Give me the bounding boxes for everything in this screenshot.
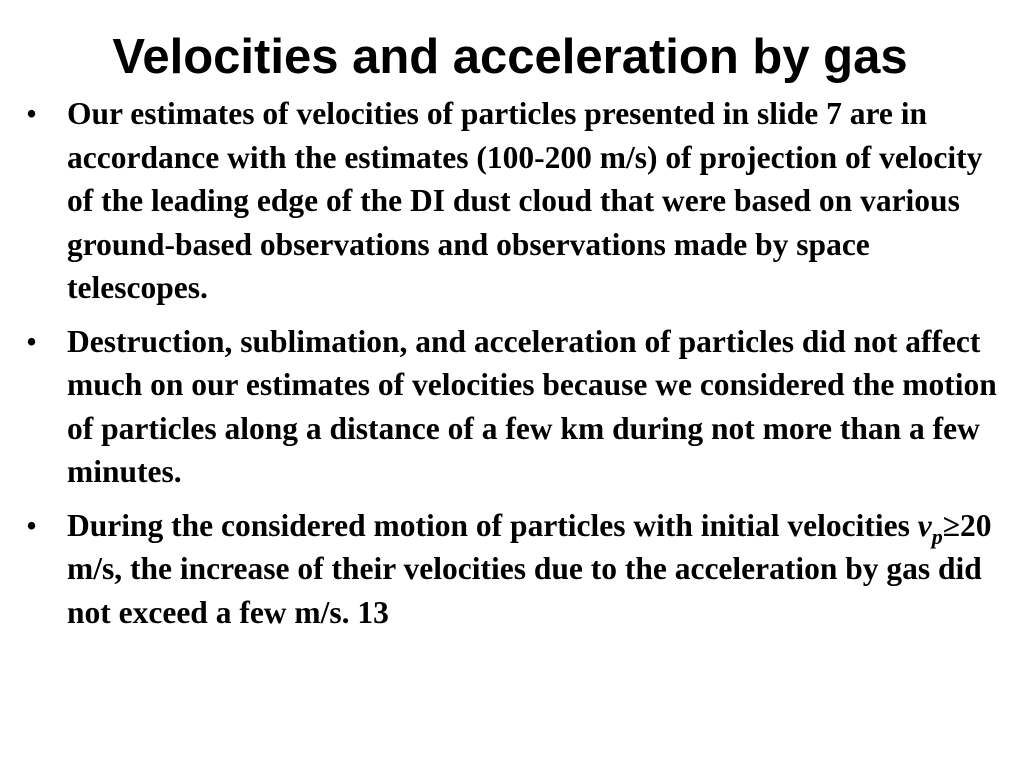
- bullet-text-start: During the considered motion of particles with initial velocities: [67, 507, 918, 543]
- bullet-item: [0, 92, 1024, 310]
- bullet-list: [0, 92, 1024, 644]
- bullet-text: Our estimates of velocities of particles presented in slide 7 are in accordance with the estimates (100-200 m/s) of projection of velocity of the leading edge of the DI dust cloud that were based on various ground-based observations and observations made by space telescopes.: [67, 96, 983, 305]
- bullet-marker: •: [26, 323, 38, 359]
- bullet-text-end: ≥20 m/s, the increase of their velocities due to the acceleration by gas did not exceed a few m/s. 13: [67, 507, 992, 630]
- bullet-marker: •: [26, 507, 38, 543]
- slide-title: Velocities and acceleration by gas: [112, 30, 908, 84]
- velocity-variable: v: [917, 507, 932, 543]
- velocity-subscript: p: [931, 523, 943, 549]
- bullet-text: Destruction, sublimation, and acceleration of particles did not affect much on our estimates of velocities because we considered the motion of particles along a distance of a few km during not more than a few minutes.: [67, 323, 997, 489]
- bullet-item: [0, 320, 1024, 494]
- bullet-marker: •: [26, 96, 38, 131]
- bullet-item: [0, 504, 1024, 635]
